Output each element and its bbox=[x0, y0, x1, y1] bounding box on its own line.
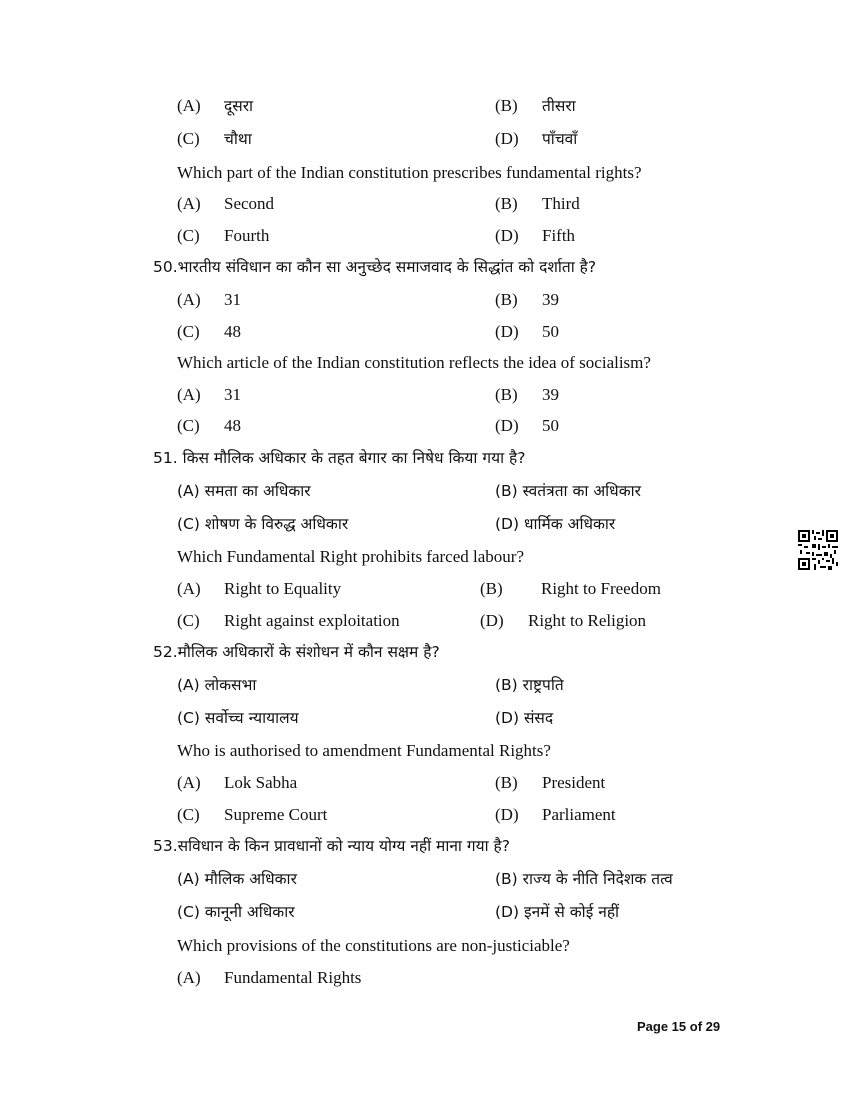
q51-en-d-text: Right to Religion bbox=[528, 611, 647, 630]
q49-hi-b-label: (B) bbox=[495, 96, 518, 115]
q52-en-c-text: Supreme Court bbox=[224, 805, 328, 824]
qr-code-icon bbox=[798, 530, 838, 570]
q52-hi-option-a: (A) लोकसभा bbox=[177, 676, 257, 694]
q53-en-a-label: (A) bbox=[177, 968, 201, 987]
q51-hi-question: 51. किस मौलिक अधिकार के तहत बेगार का निषेध किया गया है? bbox=[153, 449, 526, 467]
q49-en-a-text: Second bbox=[224, 194, 275, 213]
q49-hi-b-text: तीसरा bbox=[542, 97, 576, 115]
q49-en-d-label: (D) bbox=[495, 226, 519, 245]
q52-en-b-text: President bbox=[542, 773, 606, 792]
q53-hi-question: 53.सविधान के किन प्रावधानों को न्याय योग्य नहीं माना गया है? bbox=[153, 837, 510, 855]
q49-en-c-text: Fourth bbox=[224, 226, 270, 245]
q53-hi-option-d: (D) इनमें से कोई नहीं bbox=[495, 903, 620, 921]
q51-en-a-text: Right to Equality bbox=[224, 579, 342, 598]
q49-hi-c-text: चौथा bbox=[224, 130, 252, 148]
q51-en-d-label: (D) bbox=[480, 611, 504, 630]
q52-hi-option-d: (D) संसद bbox=[495, 709, 554, 727]
q51-en-b-label: (B) bbox=[480, 579, 503, 598]
q49-hi-a-text: दूसरा bbox=[224, 97, 254, 115]
q52-en-a-text: Lok Sabha bbox=[224, 773, 298, 792]
q53-en-question: Which provisions of the constitutions are non-justiciable? bbox=[177, 936, 570, 955]
q50-hi-question: 50.भारतीय संविधान का कौन सा अनुच्छेद समाजवाद के सिद्धांत को दर्शाता है? bbox=[153, 258, 597, 276]
q51-en-question: Which Fundamental Right prohibits farced labour? bbox=[177, 547, 524, 566]
q50-en-b-text: 39 bbox=[542, 385, 559, 404]
q50-hi-a-text: 31 bbox=[224, 290, 241, 309]
q51-en-c-label: (C) bbox=[177, 611, 200, 630]
q49-en-question: Which part of the Indian constitution prescribes fundamental rights? bbox=[177, 163, 642, 182]
q52-en-b-label: (B) bbox=[495, 773, 518, 792]
q49-hi-d-text: पाँचवाँ bbox=[542, 130, 578, 148]
q51-en-a-label: (A) bbox=[177, 579, 201, 598]
q53-hi-option-a: (A) मौलिक अधिकार bbox=[177, 870, 297, 888]
q51-hi-option-d: (D) धार्मिक अधिकार bbox=[495, 515, 616, 533]
q49-hi-a-label: (A) bbox=[177, 96, 201, 115]
q53-en-a-text: Fundamental Rights bbox=[224, 968, 362, 987]
q50-en-d-label: (D) bbox=[495, 416, 519, 435]
q50-en-d-text: 50 bbox=[542, 416, 559, 435]
q53-hi-option-b: (B) राज्य के नीति निदेशक तत्व bbox=[495, 870, 673, 888]
q49-en-d-text: Fifth bbox=[542, 226, 576, 245]
q52-hi-option-b: (B) राष्ट्रपति bbox=[495, 676, 564, 694]
q52-en-d-text: Parliament bbox=[542, 805, 616, 824]
q51-hi-option-c: (C) शोषण के विरुद्ध अधिकार bbox=[177, 515, 349, 533]
q49-hi-d-label: (D) bbox=[495, 129, 519, 148]
q50-hi-b-label: (B) bbox=[495, 290, 518, 309]
q50-en-c-label: (C) bbox=[177, 416, 200, 435]
q52-hi-question: 52.मौलिक अधिकारों के संशोधन में कौन सक्षम है? bbox=[153, 643, 440, 661]
q52-en-d-label: (D) bbox=[495, 805, 519, 824]
q52-en-question: Who is authorised to amendment Fundamental Rights? bbox=[177, 741, 551, 760]
q52-en-c-label: (C) bbox=[177, 805, 200, 824]
q52-hi-option-c: (C) सर्वोच्च न्यायालय bbox=[177, 709, 299, 727]
q49-hi-c-label: (C) bbox=[177, 129, 200, 148]
q53-hi-option-c: (C) कानूनी अधिकार bbox=[177, 903, 295, 921]
q50-hi-c-label: (C) bbox=[177, 322, 200, 341]
q49-en-b-label: (B) bbox=[495, 194, 518, 213]
q50-en-a-text: 31 bbox=[224, 385, 241, 404]
q50-hi-d-label: (D) bbox=[495, 322, 519, 341]
q49-en-a-label: (A) bbox=[177, 194, 201, 213]
q51-en-c-text: Right against exploitation bbox=[224, 611, 400, 630]
q50-hi-b-text: 39 bbox=[542, 290, 559, 309]
q51-hi-option-b: (B) स्वतंत्रता का अधिकार bbox=[495, 482, 641, 500]
q49-en-c-label: (C) bbox=[177, 226, 200, 245]
q51-hi-option-a: (A) समता का अधिकार bbox=[177, 482, 311, 500]
q50-hi-d-text: 50 bbox=[542, 322, 559, 341]
q52-en-a-label: (A) bbox=[177, 773, 201, 792]
q50-en-c-text: 48 bbox=[224, 416, 241, 435]
q50-hi-a-label: (A) bbox=[177, 290, 201, 309]
q50-hi-c-text: 48 bbox=[224, 322, 241, 341]
q50-en-question: Which article of the Indian constitution reflects the idea of socialism? bbox=[177, 353, 651, 372]
page-number: Page 15 of 29 bbox=[637, 1019, 721, 1034]
q50-en-b-label: (B) bbox=[495, 385, 518, 404]
q51-en-b-text: Right to Freedom bbox=[541, 579, 661, 598]
q49-en-b-text: Third bbox=[542, 194, 580, 213]
q50-en-a-label: (A) bbox=[177, 385, 201, 404]
